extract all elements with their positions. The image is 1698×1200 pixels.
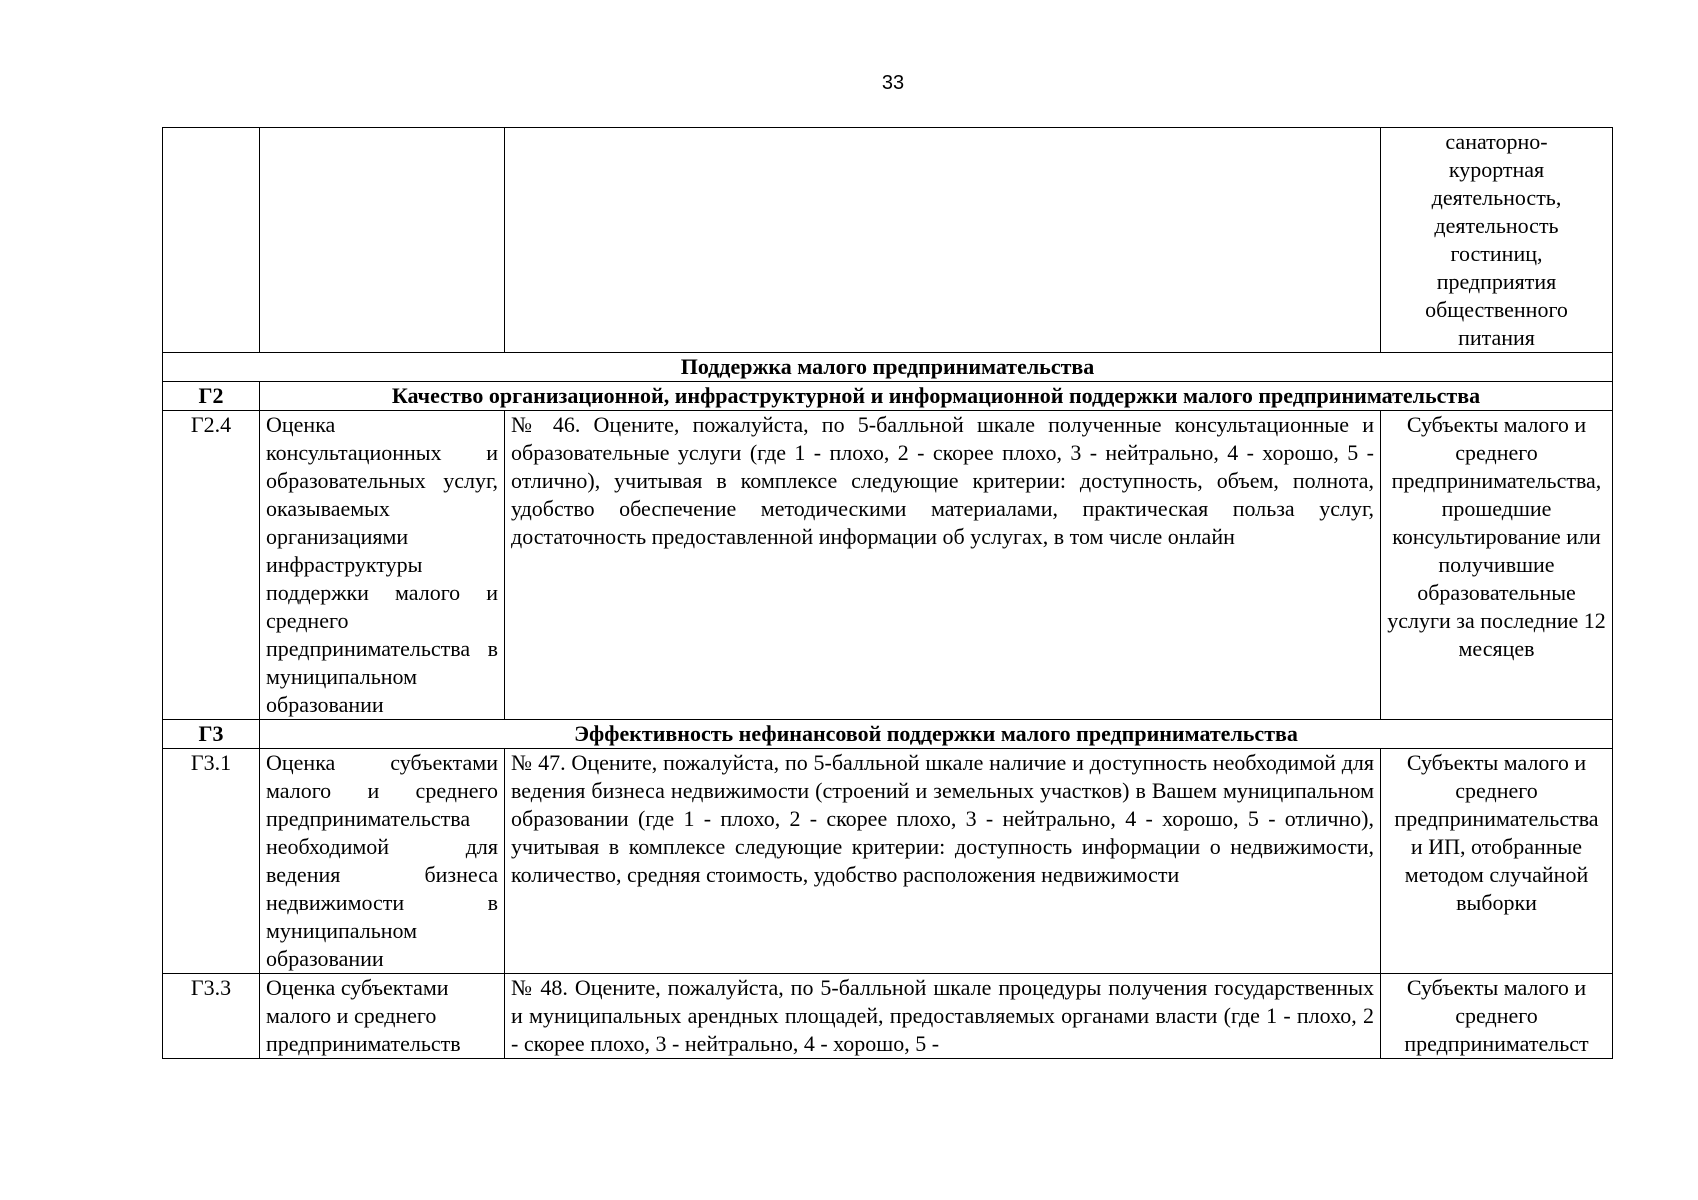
page-number: 33 (881, 72, 905, 94)
indicator-description: Оценка субъектами малого и среднего предпринимательств (260, 974, 505, 1059)
section-title: Поддержка малого предпринимательства (163, 353, 1613, 382)
empty-cell (505, 128, 1381, 353)
respondents-cell: Субъекты малого и среднего предпринимательства, прошедшие консультирование или получившие образовательные услуги за последние 12 месяцев (1381, 411, 1613, 720)
survey-question: № 46. Оцените, пожалуйста, по 5-балльной шкале полученные консультационные и образовательные услуги (где 1 - плохо, 2 - скорее плохо, 3 - нейтрально, 4 - хорошо, 5 - отлично), учитывая в комплексе следующие критерии: доступность, объем, полнота, удобство обеспечение методическими материалами, практическая польза услуг, достаточность предоставленной информации об услугах, в том числе онлайн (505, 411, 1381, 720)
table-row-g2-4 (163, 411, 1613, 720)
section-header-row (163, 353, 1613, 382)
respondents-cell: Субъекты малого и среднего предпринимательства и ИП, отобранные методом случайной выборки (1381, 749, 1613, 974)
survey-question: № 47. Оцените, пожалуйста, по 5-балльной шкале наличие и доступность необходимой для ведения бизнеса недвижимости (строений и земельных участков) в Вашем муниципальном образовании (где 1 - плохо, 2 - скорее плохо, 3 - нейтрально, 4 - хорошо, 5 - отлично), учитывая в комплексе следующие критерии: доступность информации о недвижимости, количество, средняя стоимость, удобство расположения недвижимости (505, 749, 1381, 974)
empty-cell (260, 128, 505, 353)
survey-question: № 48. Оцените, пожалуйста, по 5-балльной шкале процедуры получения государственных и муниципальных арендных площадей, предоставляемых органами власти (где 1 - плохо, 2 - скорее плохо, 3 - нейтрально, 4 - хорошо, 5 - (505, 974, 1381, 1059)
group-code: Г3 (163, 720, 260, 749)
group-code: Г2 (163, 382, 260, 411)
indicator-code: Г3.3 (163, 974, 260, 1059)
indicator-code: Г3.1 (163, 749, 260, 974)
group-header-row-g3 (163, 720, 1613, 749)
table-row-g3-3 (163, 974, 1613, 1059)
table-row-g3-1 (163, 749, 1613, 974)
group-title: Эффективность нефинансовой поддержки малого предпринимательства (260, 720, 1613, 749)
group-title: Качество организационной, инфраструктурной и информационной поддержки малого предпринимательства (260, 382, 1613, 411)
indicator-description: Оценка консультационных и образовательных услуг, оказываемых организациями инфраструктуры поддержки малого и среднего предпринимательства в муниципальном образовании (260, 411, 505, 720)
table-row-continued (163, 128, 1613, 353)
indicators-table (162, 127, 1613, 1059)
respondents-cell: санаторно- курортная деятельность, деятельность гостиниц, предприятия общественного питания (1381, 128, 1613, 353)
indicator-code: Г2.4 (163, 411, 260, 720)
empty-cell (163, 128, 260, 353)
respondents-cell: Субъекты малого и среднего предпринимательст (1381, 974, 1613, 1059)
group-header-row-g2 (163, 382, 1613, 411)
indicator-description: Оценка субъектами малого и среднего предпринимательства необходимой для ведения бизнеса недвижимости в муниципальном образовании (260, 749, 505, 974)
